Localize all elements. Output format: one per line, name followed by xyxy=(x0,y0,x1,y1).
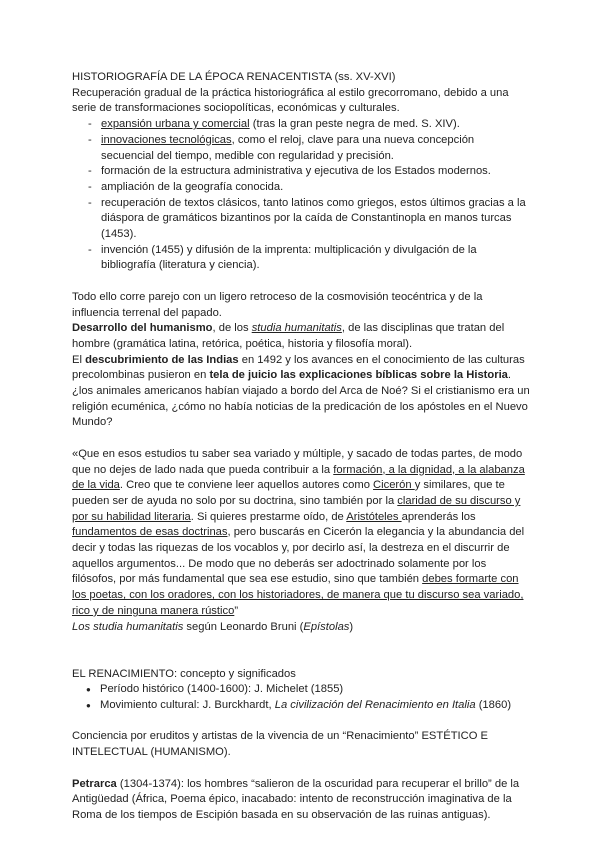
list-item-text: , como el reloj, clave para una nueva concepción secuencial del tiempo, medible con regularidad y precisión. xyxy=(101,133,475,162)
paragraph-text: . ¿los animales americanos habían viajado a bordo del Arca de Noé? Si el cristianismo era un religión ecuménica, ¿cómo no había noticias de la predicación de los apóstoles en el Nuevo Mundo? xyxy=(72,369,530,429)
quote-text: , pero buscarás en Cicerón la elegancia y la abundancia del decir y todas las riquezas de los vocablos y, por decirlo así, la destreza en el discurrir de aquellos argumentos... De modo que no deberás ser adoctrinado solamente por los filósofos, por más fundamental que sea ese estudio, sino que también xyxy=(72,526,525,586)
underlined-text: expansión urbana y comercial xyxy=(101,118,250,131)
quote-text: . Si quieres prestarme oído, de xyxy=(190,510,347,523)
indias-paragraph xyxy=(72,353,530,432)
underlined-text: Cicerón xyxy=(373,479,415,492)
source-text: ) xyxy=(349,620,354,633)
source-text: según Leonardo Bruni ( xyxy=(183,620,304,633)
list-item-text: invención (1455) y difusión de la imprenta: multiplicación y divulgación de la bibliografía (literatura y ciencia). xyxy=(101,243,477,272)
list-item-text: (tras la gran peste negra de med. S. XIV). xyxy=(249,118,460,131)
intro-paragraph: Recuperación gradual de la práctica historiográfica al estilo grecorromano, debido a una serie de transformaciones sociopolíticas, económicas y culturales. xyxy=(72,86,509,115)
spacer xyxy=(72,635,530,651)
list-item xyxy=(72,117,530,133)
spacer xyxy=(72,761,530,777)
spacer xyxy=(72,651,530,667)
paragraph-text: , de los xyxy=(212,322,252,335)
paragraph-text: El xyxy=(72,353,86,366)
italic-underlined-text xyxy=(252,322,342,334)
spacer xyxy=(72,431,530,447)
quote-text: y similares, que te pueden ser de ayuda no solo por su doctrina, sino también por la xyxy=(72,479,505,507)
document-page xyxy=(72,70,530,824)
bold-text: Petrarca xyxy=(72,777,117,790)
context-paragraph: Todo ello corre parejo con un ligero retroceso de la cosmovisión teocéntrica y de la influencia terrenal del papado. xyxy=(72,290,483,319)
petrarca-paragraph xyxy=(72,777,530,824)
underlined-text: debes formarte con los poetas, con los oradores, con los historiadores, de manera que tu discurso sea variado, rico y de ninguna manera rústico xyxy=(72,573,524,617)
conciencia-paragraph: Conciencia por eruditos y artistas de la vivencia de un “Renacimiento” ESTÉTICO E INTELECTUAL (HUMANISMO). xyxy=(72,730,488,759)
list-item-text: Movimiento cultural: J. Burckhardt, xyxy=(100,699,275,712)
humanism-paragraph xyxy=(72,321,530,352)
bold-text: Desarrollo del humanismo xyxy=(72,322,213,335)
spacer xyxy=(72,714,530,730)
list-item-text: recuperación de textos clásicos, tanto latinos como griegos, estos últimos gracias a la diáspora de gramáticos bizantinos por la caída de Constantinopla en manos turcas (1453). xyxy=(101,196,526,241)
italic-text: Los studia humanitatis xyxy=(72,620,184,633)
underlined-text: innovaciones tecnológicas xyxy=(101,133,232,146)
list-item-text: formación de la estructura administrativa y ejecutiva de los Estados modernos. xyxy=(101,165,491,178)
italic-text: Epístolas xyxy=(303,620,350,633)
meanings-list xyxy=(72,682,530,713)
bruni-quote xyxy=(72,447,530,620)
quote-text: «Que en esos estudios tu saber sea variado y múltiple, y sacado de todas partes, de modo que no dejes de lado nada que pueda contribuir a la xyxy=(72,447,523,476)
paragraph-text: (1304-1374): los hombres “salieron de la oscuridad para recuperar el brillo” de la Antigüedad (África, Poema épico, inacabado: intento de reconstrucción imaginativa de la Roma de los tiempos de Escipión basada en su observación de las ruinas antiguas). xyxy=(72,777,520,821)
quote-text: ” xyxy=(234,604,239,617)
list-item xyxy=(72,682,530,698)
section-title-renacimiento: EL RENACIMIENTO: concepto y significados xyxy=(72,667,296,680)
list-item-text: (1860) xyxy=(475,699,512,712)
underlined-text: claridad de su discurso y por su habilidad literaria xyxy=(72,494,521,523)
paragraph-text: en 1492 y los avances en el conocimiento de las culturas precolombinas pusieron en xyxy=(72,353,525,382)
list-item-text: ampliación de la geografía conocida. xyxy=(101,180,284,193)
underlined-text: studia humanitatis xyxy=(251,322,342,335)
spacer xyxy=(72,274,530,290)
list-item xyxy=(72,164,530,180)
list-item-text: Período histórico (1400-1600): J. Michelet (1855) xyxy=(100,683,344,696)
underlined-text: formación, a la dignidad, a la alabanza de la vida xyxy=(72,463,525,492)
underlined-text: Aristóteles xyxy=(346,510,402,523)
section-title-historiografia: HISTORIOGRAFÍA DE LA ÉPOCA RENACENTISTA (ss. XV-XVI) xyxy=(72,71,396,83)
quote-source xyxy=(72,620,530,636)
paragraph-text: , de las disciplinas que tratan del hombre (gramática latina, retórica, poética, historia y filosofía moral). xyxy=(72,322,505,350)
quote-text: . Creo que te conviene leer aquellos autores como xyxy=(119,479,374,492)
list-item xyxy=(72,133,530,164)
quote-text: aprenderás los xyxy=(401,510,476,523)
bold-text: descubrimiento de las Indias xyxy=(85,353,239,366)
list-item xyxy=(72,698,530,714)
underlined-text: fundamentos de esas doctrinas xyxy=(72,526,228,539)
list-item xyxy=(72,196,530,243)
list-item xyxy=(72,180,530,196)
list-item xyxy=(72,243,530,274)
bold-text: tela de juicio las explicaciones bíblicas sobre la Historia xyxy=(209,369,508,382)
italic-text: La civilización del Renacimiento en Italia xyxy=(274,699,476,712)
transformations-list xyxy=(72,117,530,274)
